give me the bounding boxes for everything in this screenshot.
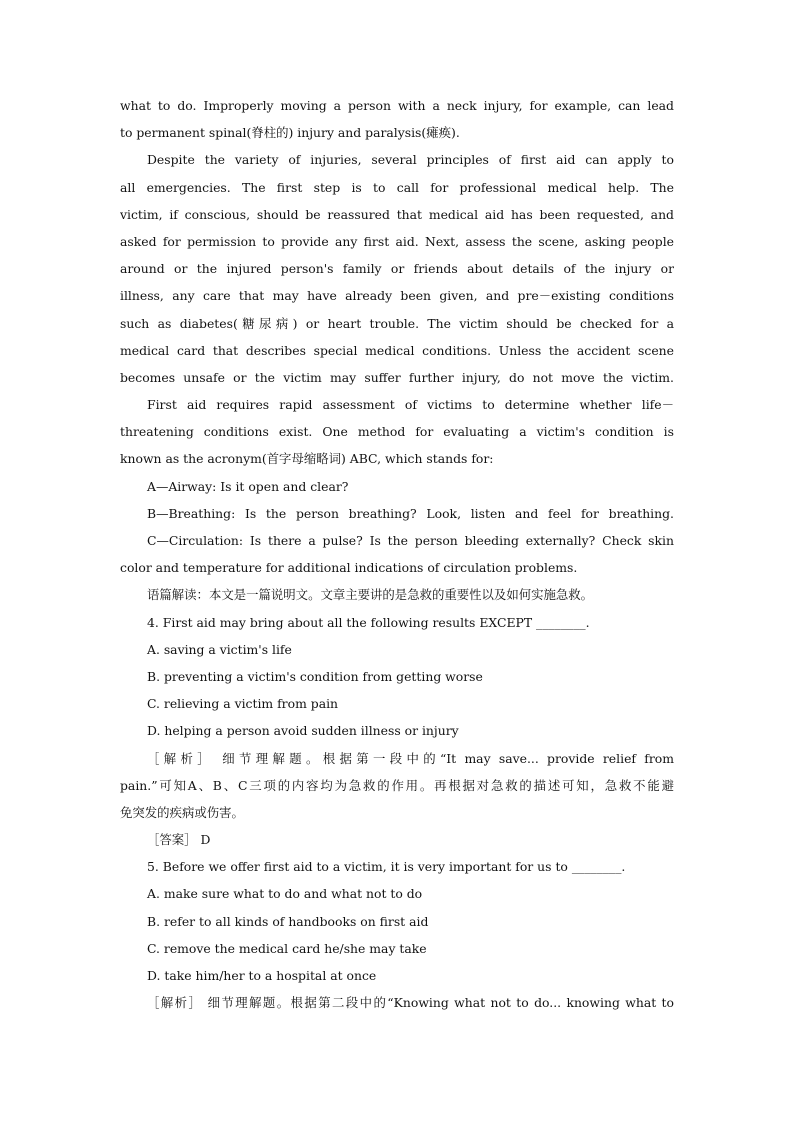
document-page — [120, 92, 674, 1016]
question-4-option-d: D. helping a person avoid sudden illness or injury — [147, 723, 459, 739]
abc-item: A—Airway: Is it open and clear? — [147, 478, 349, 494]
question-4-option-a: A. saving a victim's life — [147, 641, 292, 657]
text-line: medical card that describes special medical conditions. Unless the accident scene — [120, 342, 674, 358]
text-line: asked for permission to provide any first aid. Next, assess the scene, asking people — [120, 233, 674, 249]
text-line: known as the acronym(首字母缩略词) ABC, which stands for: — [120, 451, 494, 467]
text-line: threatening conditions exist. One method for evaluating a victim's condition is — [120, 424, 674, 440]
abc-item: B—Breathing: Is the person breathing? Look, listen and feel for breathing. — [147, 505, 674, 521]
question-5-explanation: ［解析］ 细节理解题。根据第二段中的“Knowing what not to do... knowing what to — [147, 995, 674, 1011]
text-line: Despite the variety of injuries, several principles of first aid can apply to — [147, 152, 674, 168]
text-line: illness, any care that may have already been given, and pre－existing conditions — [120, 288, 674, 304]
text-line: victim, if conscious, should be reassured that medical aid has been requested, and — [120, 206, 674, 222]
question-4-option-c: C. relieving a victim from pain — [147, 696, 339, 712]
question-5-option-d: D. take him/her to a hospital at once — [147, 968, 377, 983]
question-5-option-c: C. remove the medical card he/she may take — [147, 940, 427, 956]
text-line: color and temperature for additional indications of circulation problems. — [120, 560, 578, 576]
question-4-option-b: B. preventing a victim's condition from getting worse — [147, 668, 483, 684]
text-line: First aid requires rapid assessment of victims to determine whether life－ — [147, 397, 674, 413]
question-5-option-a: A. make sure what to do and what not to do — [147, 886, 423, 902]
question-4-explanation: pain.”可知A、B、C三项的内容均为急救的作用。再根据对急救的描述可知，急救不能避 — [120, 777, 674, 793]
question-4-stem: 4. First aid may bring about all the following results EXCEPT ________. — [147, 614, 590, 630]
question-5-stem: 5. Before we offer first aid to a victim, it is very important for us to ________. — [147, 859, 626, 875]
text-line: around or the injured person's family or friends about details of the injury or — [120, 261, 674, 277]
text-line: all emergencies. The first step is to call for professional medical help. The — [120, 179, 674, 195]
question-4-answer: ［答案］ D — [147, 832, 211, 848]
question-4-explanation: 免突发的疾病或伤害。 — [120, 804, 244, 820]
text-line: what to do. Improperly moving a person with a neck injury, for example, can lead — [120, 98, 674, 113]
abc-item: C—Circulation: Is there a pulse? Is the person bleeding externally? Check skin — [147, 533, 674, 548]
text-line: to permanent spinal(脊柱的) injury and paralysis(瘫痪). — [120, 125, 460, 141]
question-5-option-b: B. refer to all kinds of handbooks on first aid — [147, 913, 429, 929]
text-line: such as diabetes(糖尿病) or heart trouble. The victim should be checked for a — [120, 315, 674, 331]
question-4-explanation: ［解析］ 细节理解题。根据第一段中的“It may save... provide relief from — [147, 750, 674, 766]
reading-analysis: 语篇解读：本文是一篇说明文。文章主要讲的是急救的重要性以及如何实施急救。 — [147, 587, 594, 603]
text-line: becomes unsafe or the victim may suffer further injury, do not move the victim. — [120, 369, 674, 385]
